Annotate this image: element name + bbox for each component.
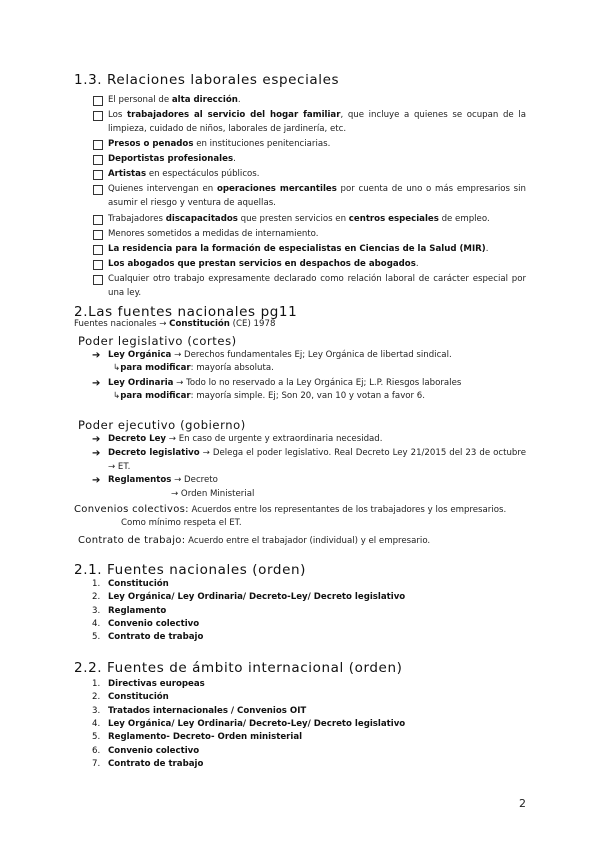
list-number: 6. <box>92 745 101 756</box>
list-number: 2. <box>92 692 101 703</box>
special-relation-item: El personal de alta dirección. <box>108 95 241 105</box>
list-item: Convenio colectivo <box>108 745 200 756</box>
checkbox-icon <box>93 245 103 255</box>
special-relation-item: Artistas en espectáculos públicos. <box>108 169 260 179</box>
decreto-legislativo-line: Decreto legislativo → Delega el poder legislativo. Real Decreto Ley 21/2015 del 23 de octubre → ET. <box>108 448 526 472</box>
special-relation-item: Los abogados que prestan servicios en despachos de abogados. <box>108 259 419 269</box>
list-number: 4. <box>92 718 101 729</box>
section-title-1-3: 1.3. Relaciones laborales especiales <box>74 72 340 88</box>
decreto-ley-line: Decreto Ley → En caso de urgente y extraordinaria necesidad. <box>108 434 383 444</box>
checkbox-icon <box>93 215 103 225</box>
list-item: Reglamento- Decreto- Orden ministerial <box>108 732 303 743</box>
convenios-line: Convenios colectivos: Acuerdos entre los representantes de los trabajadores y los empresarios. <box>74 504 507 515</box>
checkbox-icon <box>93 111 103 121</box>
list-item: Ley Orgánica/ Ley Ordinaria/ Decreto-Ley/ Decreto legislativo <box>108 592 406 603</box>
section-title-2: 2.Las fuentes nacionales pg11 <box>74 304 298 320</box>
section-title-2-1: 2.1. Fuentes nacionales (orden) <box>74 562 307 578</box>
fuentes-nacionales-line: Fuentes nacionales → Constitución (CE) 1978 <box>74 319 276 329</box>
checkbox-icon <box>93 96 103 106</box>
return-arrow-icon: ↳ <box>113 363 121 373</box>
list-number: 3. <box>92 705 101 716</box>
list-number: 5. <box>92 732 101 743</box>
list-number: 7. <box>92 758 101 769</box>
arrow-icon: ➔ <box>92 434 101 445</box>
list-number: 4. <box>92 618 101 629</box>
list-number: 2. <box>92 592 101 603</box>
list-item: Ley Orgánica/ Ley Ordinaria/ Decreto-Ley/ Decreto legislativo <box>108 718 406 729</box>
special-relation-item: Los trabajadores al servicio del hogar familiar, que incluye a quienes se ocupan de la limpieza, cuidado de niños, laborales de jardinería, etc. <box>108 110 526 134</box>
reglamentos-line: Reglamentos → Decreto <box>108 475 218 485</box>
section-title-2-2: 2.2. Fuentes de ámbito internacional (orden) <box>74 660 403 676</box>
list-item: Tratados internacionales / Convenios OIT <box>108 705 307 716</box>
convenios-line-2: Como mínimo respeta el ET. <box>121 518 242 528</box>
list-item: Convenio colectivo <box>108 618 200 629</box>
ley-organica-modify-line: ↳para modificar: mayoría absoluta. <box>113 363 274 373</box>
ley-ordinaria-line: Ley Ordinaria → Todo lo no reservado a la Ley Orgánica Ej; L.P. Riesgos laborales <box>108 378 462 388</box>
special-relation-item: Quienes intervengan en operaciones mercantiles por cuenta de uno o más empresarios sin asumir el riesgo y ventura de aquellas. <box>108 184 526 208</box>
checkbox-icon <box>93 170 103 180</box>
orden-ministerial-line: → Orden Ministerial <box>171 489 255 499</box>
list-item: Constitución <box>108 579 169 589</box>
contrato-line: Contrato de trabajo: Acuerdo entre el trabajador (individual) y el empresario. <box>78 535 431 546</box>
list-item: Contrato de trabajo <box>108 632 204 643</box>
checkbox-icon <box>93 275 103 285</box>
special-relation-item: Cualquier otro trabajo expresamente declarado como relación laboral de carácter especial por una ley. <box>108 274 526 298</box>
checkbox-icon <box>93 260 103 270</box>
list-number: 1. <box>92 579 101 589</box>
special-relation-item: Deportistas profesionales. <box>108 154 236 164</box>
list-number: 1. <box>92 679 101 689</box>
checkbox-icon <box>93 230 103 240</box>
checkbox-icon <box>93 155 103 165</box>
arrow-icon: ➔ <box>92 378 101 389</box>
poder-ejecutivo-heading: Poder ejecutivo (gobierno) <box>78 418 246 432</box>
special-relation-item: La residencia para la formación de especialistas en Ciencias de la Salud (MIR). <box>108 244 489 254</box>
special-relation-item: Menores sometidos a medidas de internamiento. <box>108 229 319 239</box>
list-number: 3. <box>92 605 101 616</box>
list-item: Reglamento <box>108 605 167 616</box>
page-number: 2 <box>519 797 526 810</box>
arrow-icon: ➔ <box>92 475 101 486</box>
list-item: Contrato de trabajo <box>108 758 204 769</box>
list-item: Directivas europeas <box>108 679 205 689</box>
return-arrow-icon: ↳ <box>113 391 121 401</box>
arrow-icon: ➔ <box>92 350 101 361</box>
poder-legislativo-heading: Poder legislativo (cortes) <box>78 334 237 348</box>
special-relation-item: Trabajadores discapacitados que presten servicios en centros especiales de empleo. <box>108 214 490 224</box>
list-number: 5. <box>92 632 101 643</box>
list-item: Constitución <box>108 692 169 703</box>
ley-organica-line: Ley Orgánica → Derechos fundamentales Ej; Ley Orgánica de libertad sindical. <box>108 350 452 360</box>
special-relation-item: Presos o penados en instituciones penitenciarias. <box>108 139 331 149</box>
checkbox-icon <box>93 185 103 195</box>
arrow-icon: ➔ <box>92 448 101 459</box>
ley-ordinaria-modify-line: ↳para modificar: mayoría simple. Ej; Son 20, van 10 y votan a favor 6. <box>113 391 426 401</box>
checkbox-icon <box>93 140 103 150</box>
